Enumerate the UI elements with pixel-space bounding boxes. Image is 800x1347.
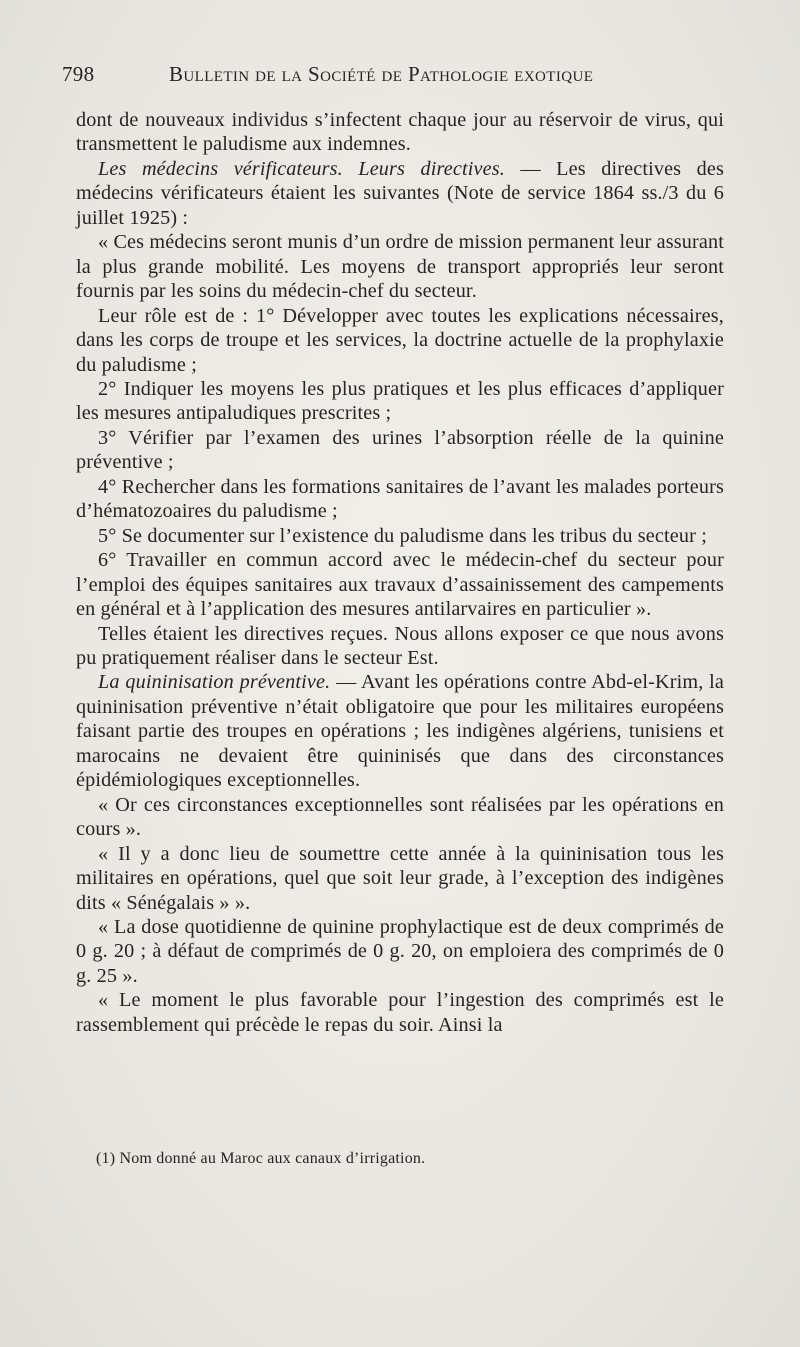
paragraph: 4° Rechercher dans les formations sanitaires de l’avant les malades porteurs d’hématozoaires du paludisme ; <box>76 475 724 523</box>
paragraph: « Le moment le plus favorable pour l’ingestion des comprimés est le rassemblement qui précède le repas du soir. Ainsi la <box>76 989 724 1036</box>
paragraph <box>76 157 724 230</box>
paragraph: Telles étaient les directives reçues. Nous allons exposer ce que nous avons pu pratiquement réaliser dans le secteur Est. <box>76 622 724 669</box>
paragraph <box>76 670 724 792</box>
footnote: (1) Nom donné au Maroc aux canaux d’irrigation. <box>96 1150 426 1167</box>
section-heading: La quininisation préventive. <box>98 671 331 694</box>
running-title: Bulletin de la Société de Pathologie exotique <box>169 62 594 86</box>
section-heading: Les médecins vérificateurs. Leurs directives. <box>98 157 505 180</box>
paragraph: 2° Indiquer les moyens les plus pratiques et les plus efficaces d’appliquer les mesures antipaludiques prescrites ; <box>76 377 724 425</box>
paragraph: 3° Vérifier par l’examen des urines l’absorption réelle de la quinine préventive ; <box>76 426 724 474</box>
paragraph: « Ces médecins seront munis d’un ordre de mission permanent leur assurant la plus grande mobilité. Les moyens de transport appropriés leur seront fournis par les soins du médecin-chef du secteur. <box>76 231 724 303</box>
paragraph: 5° Se documenter sur l’existence du paludisme dans les tribus du secteur ; <box>98 524 707 547</box>
page-number: 798 <box>62 62 95 86</box>
paragraph: « La dose quotidienne de quinine prophylactique est de deux comprimés de 0 g. 20 ; à défaut de comprimés de 0 g. 20, on emploiera des comprimés de 0 g. 25 ». <box>76 915 724 987</box>
paragraph: 6° Travailler en commun accord avec le médecin-chef du secteur pour l’emploi des équipes sanitaires aux travaux d’assainissement des campements en général et à l’application des mesures antilarvaires en particulier ». <box>76 549 724 621</box>
paragraph: Leur rôle est de : 1° Développer avec toutes les explications nécessaires, dans les corps de troupe et les services, la doctrine actuelle de la prophylaxie du paludisme ; <box>76 304 724 376</box>
paragraph-text: — Les directives des médecins vérificateurs étaient les suivantes (Note de service 1864 ss./3 du 6 juillet 1925) : <box>76 157 724 229</box>
paragraph: « Il y a donc lieu de soumettre cette année à la quininisation tous les militaires en opérations, quel que soit leur grade, à l’exception des indigènes dits « Sénégalais » ». <box>76 842 724 914</box>
paragraph: dont de nouveaux individus s’infectent chaque jour au réservoir de virus, qui transmettent le paludisme aux indemnes. <box>76 109 724 156</box>
body-text <box>76 108 724 1037</box>
paragraph-text: — Avant les opérations contre Abd-el-Krim, la quininisation préventive n’était obligatoire que pour les militaires européens faisant partie des troupes en opérations ; les indigènes algériens, tunisiens et marocains ne devaient être quininisés que dans des circonstances épidémiologiques exceptionnelles. <box>76 671 725 792</box>
paragraph: « Or ces circonstances exceptionnelles sont réalisées par les opérations en cours ». <box>76 793 724 841</box>
